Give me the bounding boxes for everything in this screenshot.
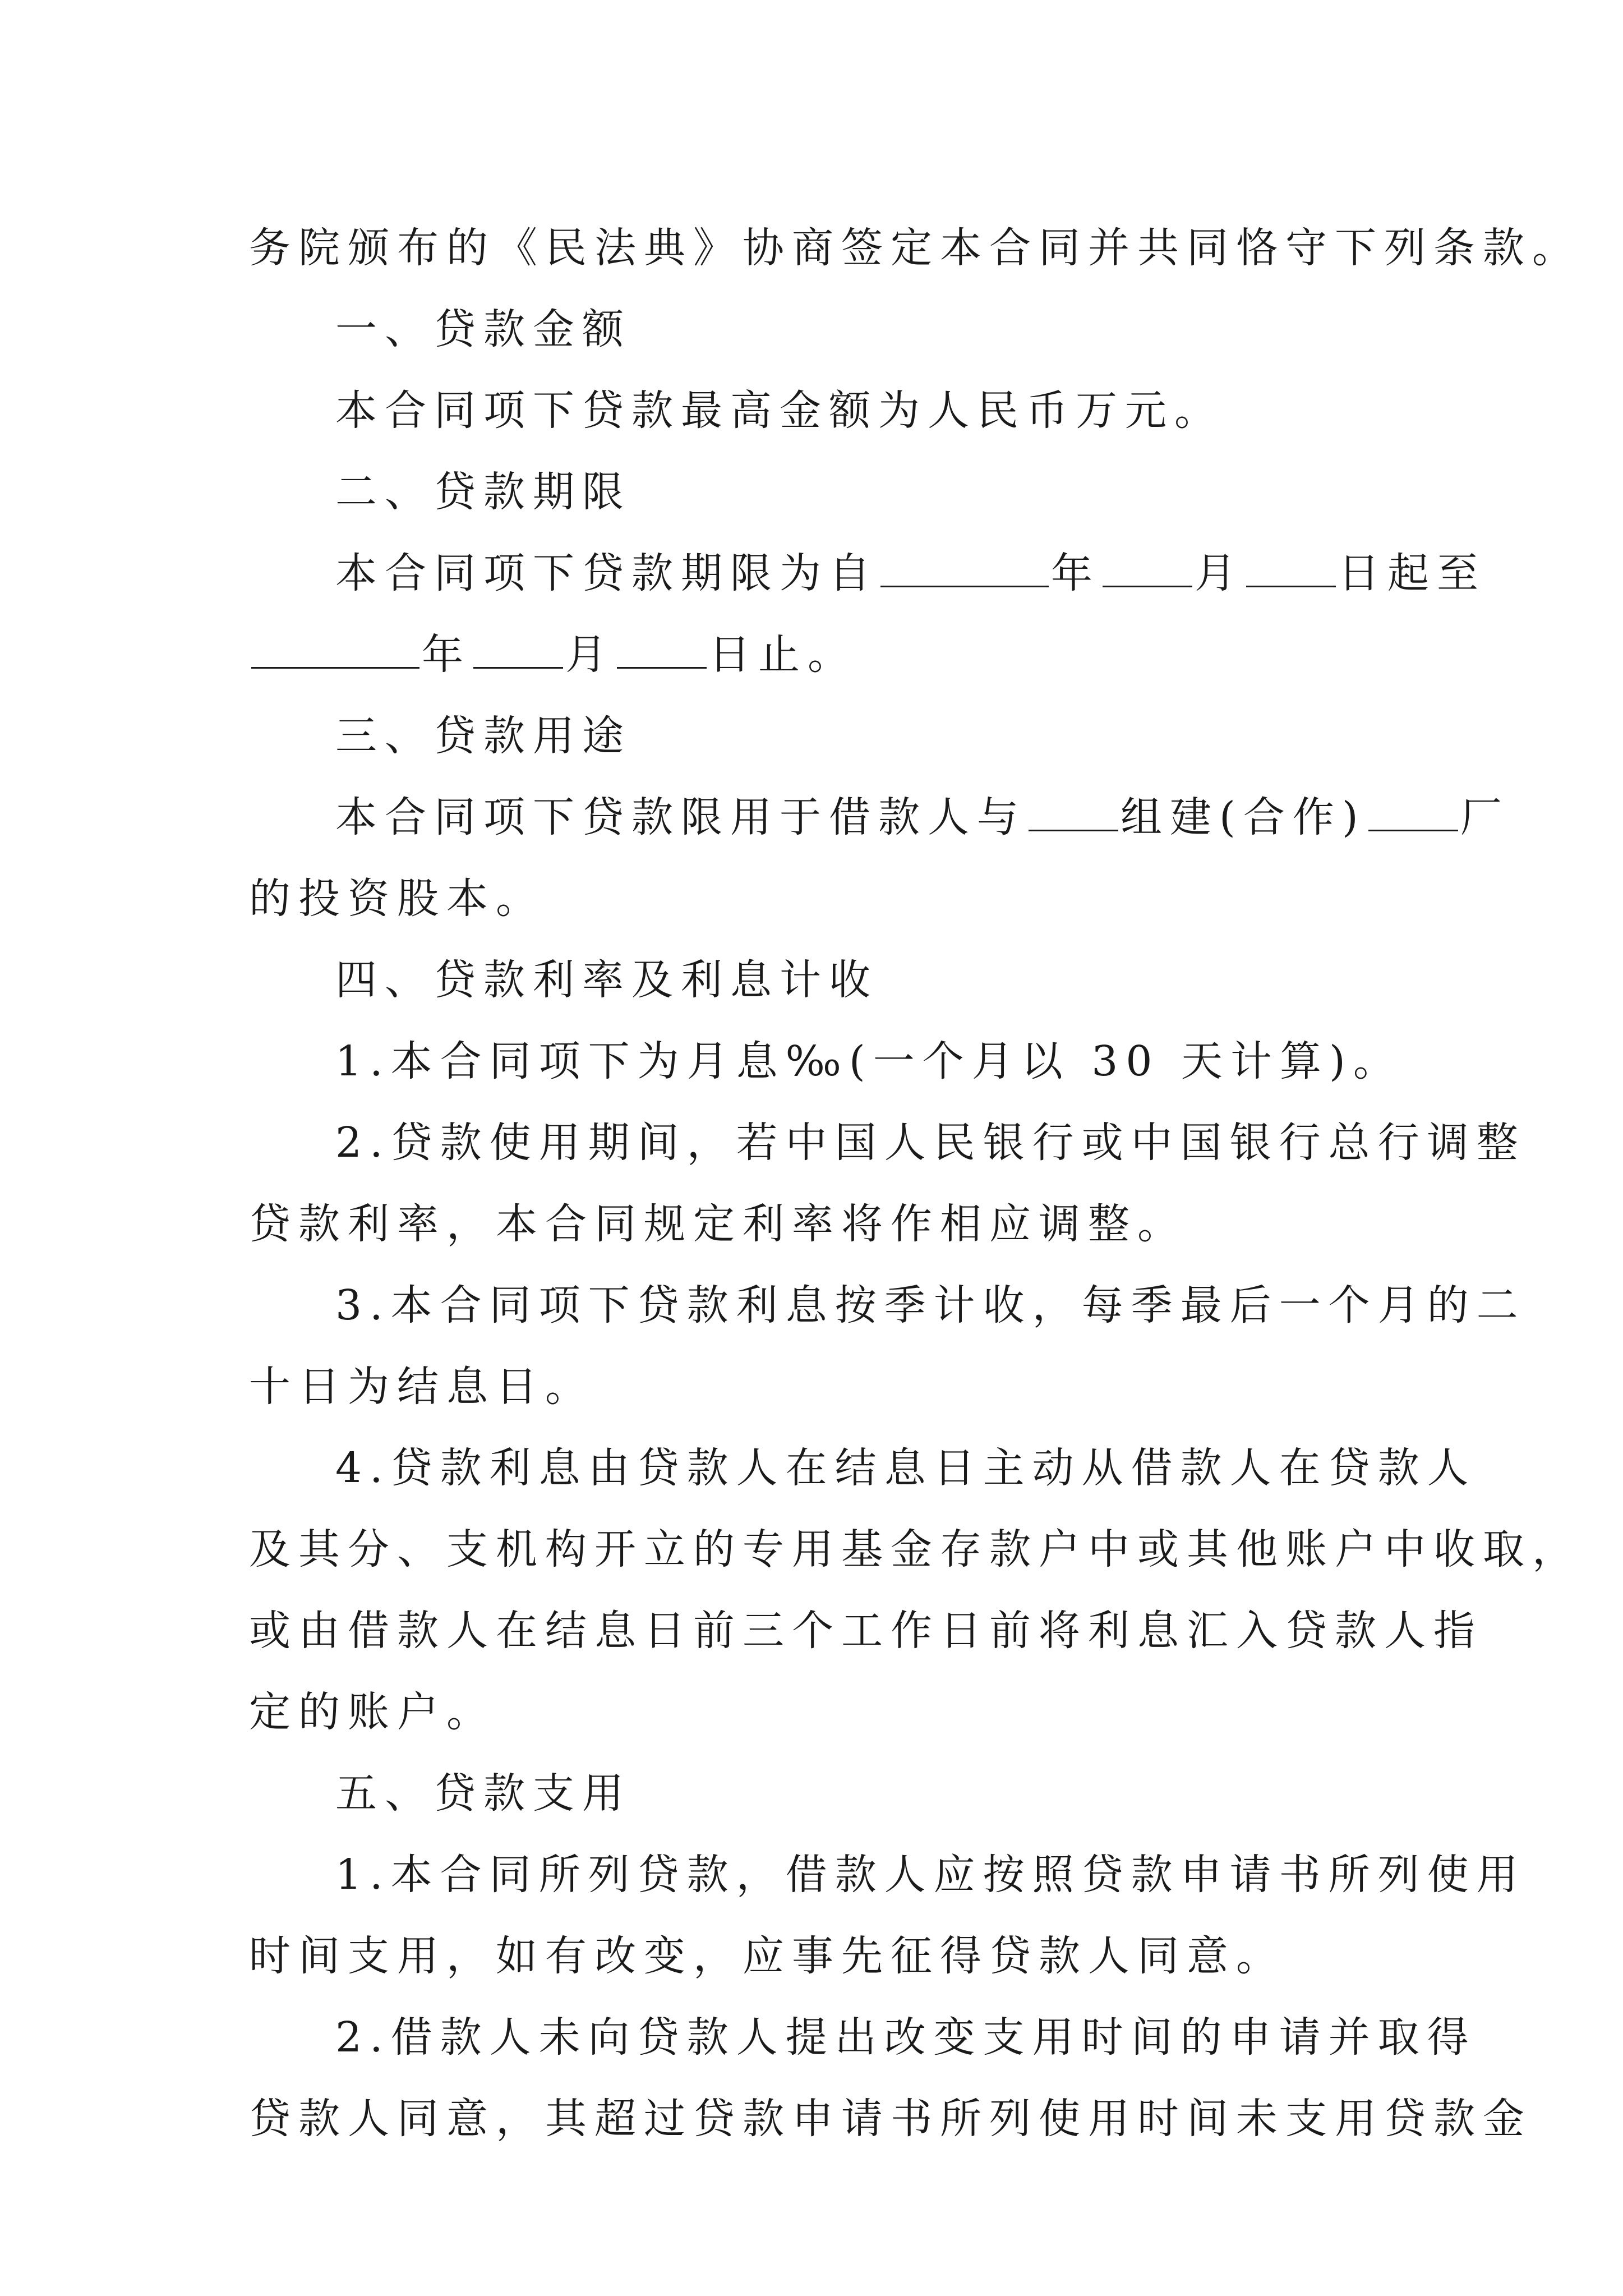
text-line: 定的账户。 [249, 1688, 496, 1736]
fill-in-blank [473, 628, 563, 669]
document-body [249, 208, 1581, 2160]
text-line: 或由借款人在结息日前三个工作日前将利息汇入贷款人指 [249, 1607, 1483, 1655]
text-segment: 本合同项下贷款限用于借款人与 [335, 793, 1026, 841]
text-line [249, 614, 1387, 696]
text-line: 3.本合同项下贷款利息按季计收，每季最后一个月的二 [335, 1281, 1526, 1329]
text-line: 1.本合同所列贷款，借款人应按照贷款申请书所列使用 [335, 1851, 1526, 1899]
text-line: 本合同项下贷款最高金额为人民币万元。 [335, 386, 1224, 435]
text-line: 2.借款人未向贷款人提出改变支用时间的申请并取得 [335, 2013, 1477, 2062]
text-segment: 日止。 [709, 631, 857, 679]
text-segment: 月 [565, 631, 615, 679]
text-segment: 月 [1195, 549, 1244, 597]
text-line: 务院颁布的《民法典》协商签定本合同并共同恪守下列条款。 [249, 224, 1581, 272]
text-line: 2.贷款使用期间，若中国人民银行或中国银行总行调整 [335, 1119, 1526, 1167]
fill-in-blank [251, 628, 419, 669]
text-line: 十日为结息日。 [249, 1363, 594, 1411]
fill-in-blank [1029, 790, 1118, 831]
section-heading: 三、贷款用途 [335, 712, 631, 760]
text-line [249, 777, 1510, 858]
fill-in-blank [880, 546, 1049, 587]
section-heading: 五、贷款支用 [335, 1769, 631, 1818]
text-segment: 日起至 [1338, 549, 1486, 597]
fill-in-blank [617, 628, 707, 669]
text-segment: 本合同项下贷款期限为自 [335, 549, 878, 597]
text-line: 时间支用，如有改变，应事先征得贷款人同意。 [249, 1932, 1285, 1980]
text-line: 及其分、支机构开立的专用基金存款户中或其他账户中收取， [249, 1525, 1581, 1573]
text-line [249, 533, 1486, 614]
section-heading: 四、贷款利率及利息计收 [335, 956, 878, 1004]
text-line: 贷款利率，本合同规定利率将作相应调整。 [249, 1200, 1187, 1248]
text-segment: 组建(合作) [1121, 793, 1366, 841]
text-segment: 年 [422, 631, 471, 679]
text-segment: 厂 [1460, 793, 1510, 841]
section-heading: 二、贷款期限 [335, 468, 631, 516]
text-segment: 年 [1051, 549, 1100, 597]
text-line: 贷款人同意，其超过贷款申请书所列使用时间未支用贷款金 [249, 2095, 1532, 2143]
fill-in-blank [1103, 546, 1192, 587]
text-line: 1.本合同项下为月息‰(一个月以 30 天计算)。 [335, 1037, 1403, 1085]
fill-in-blank [1246, 546, 1336, 587]
text-line: 4.贷款利息由贷款人在结息日主动从借款人在贷款人 [335, 1444, 1477, 1492]
fill-in-blank [1368, 790, 1458, 831]
text-line: 的投资股本。 [249, 875, 545, 923]
section-heading: 一、贷款金额 [335, 305, 631, 353]
